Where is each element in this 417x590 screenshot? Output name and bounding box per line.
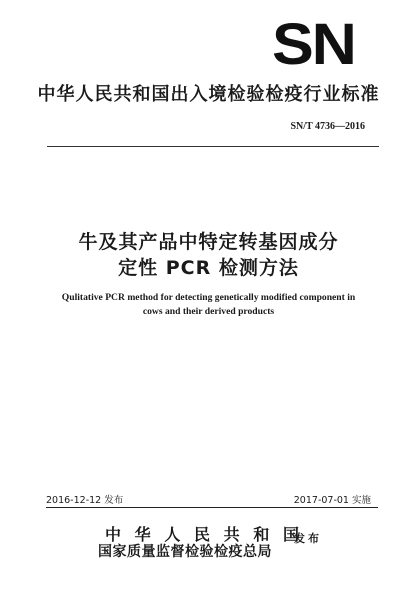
issue-date: 2016-12-12 发布 <box>46 495 124 506</box>
sn-logo: SN <box>272 12 355 77</box>
publish-label: 发布 <box>294 532 322 545</box>
title-cn-line2: 定性 PCR 检测方法 <box>118 257 299 279</box>
footer-divider <box>46 507 378 508</box>
standard-number: SN/T 4736—2016 <box>290 121 365 132</box>
title-en-line1: Qulitative PCR method for detecting genetically modified component in <box>61 292 356 303</box>
implementation-date: 2017-07-01 实施 <box>293 495 371 506</box>
issuing-org-line2: 国家质量监督检验检疫总局 <box>98 544 272 560</box>
title-cn-line1: 牛及其产品中特定转基因成分 <box>78 231 339 253</box>
issuer-line: 中华人民共和国出入境检验检疫行业标准 <box>37 84 380 105</box>
header-divider <box>47 146 379 147</box>
title-en-line2: cows and their derived products <box>142 306 275 317</box>
issuing-org-line1: 中华人民共和国 <box>105 525 301 544</box>
